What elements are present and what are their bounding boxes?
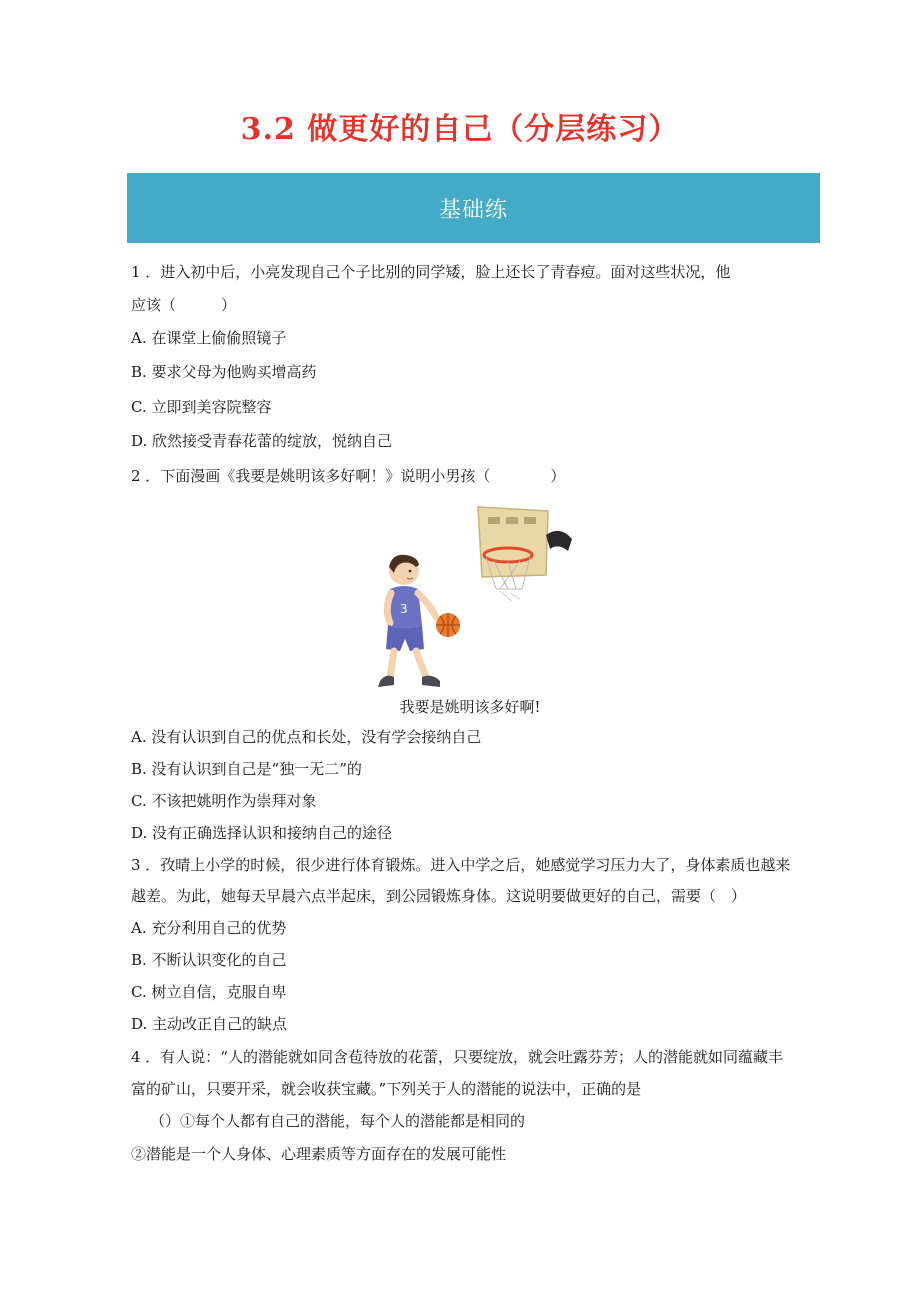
question-1-stem-cont: 应该（ ） <box>131 296 237 314</box>
illustration-caption: 我要是姚明该多好啊! <box>399 698 541 716</box>
question-2-option-d: D. 没有正确选择认识和接纳自己的途径 <box>131 824 393 842</box>
boy-player-figure <box>378 555 440 687</box>
question-1-option-a: A. 在课堂上偷偷照镜子 <box>131 329 287 347</box>
question-4-stem-cont: 富的矿山，只要开采，就会收获宝藏。”下列关于人的潜能的说法中，正确的是 <box>131 1080 642 1098</box>
question-4-statement-2: ②潜能是一个人身体、心理素质等方面存在的发展可能性 <box>131 1145 507 1163</box>
question-3-option-c: C. 树立自信，克服自卑 <box>131 983 287 1001</box>
question-3-option-a: A. 充分利用自己的优势 <box>131 919 287 937</box>
question-1-option-c: C. 立即到美容院整容 <box>131 398 272 416</box>
section-banner <box>127 173 820 243</box>
question-2-stem: 2 ．下面漫画《我要是姚明该多好啊！》说明小男孩（ ） <box>131 467 566 485</box>
question-3-stem-cont: 越差。为此，她每天早晨六点半起床，到公园锻炼身体。这说明要做更好的自己，需要（ ） <box>131 887 747 905</box>
question-3-option-d: D. 主动改正自己的缺点 <box>131 1015 288 1033</box>
question-2-option-c: C. 不该把姚明作为崇拜对象 <box>131 792 317 810</box>
section-title: 基础练 <box>438 197 508 223</box>
question-1-option-b: B. 要求父母为他购买增高药 <box>131 363 317 381</box>
question-1-option-d: D. 欣然接受青春花蕾的绽放，悦纳自己 <box>131 432 393 450</box>
svg-text:3: 3 <box>400 602 408 616</box>
basketball-cartoon-illustration <box>360 505 580 697</box>
page-title: 3.2 做更好的自己（分层练习） <box>240 112 680 147</box>
question-2-option-a: A. 没有认识到自己的优点和长处，没有学会接纳自己 <box>131 728 482 746</box>
question-4-stem: 4 ．有人说：“人的潜能就如同含苞待放的花蕾，只要绽放，就会吐露芬芳；人的潜能就如同蕴藏丰 <box>131 1048 783 1066</box>
backboard-icon <box>478 507 572 577</box>
question-3-option-b: B. 不断认识变化的自己 <box>131 951 287 969</box>
question-3-stem: 3 ．孜晴上小学的时候，很少进行体育锻炼。进入中学之后，她感觉学习压力大了，身体素质也越来 <box>131 856 791 874</box>
question-4-statement-1: （）①每个人都有自己的潜能，每个人的潜能都是相同的 <box>150 1112 526 1130</box>
question-2-option-b: B. 没有认识到自己是“独一无二”的 <box>131 760 362 778</box>
basketball-icon <box>436 613 460 637</box>
question-1-stem: 1 ．进入初中后，小亮发现自己个子比别的同学矮，脸上还长了青春痘。面对这些状况，他 <box>131 263 731 281</box>
